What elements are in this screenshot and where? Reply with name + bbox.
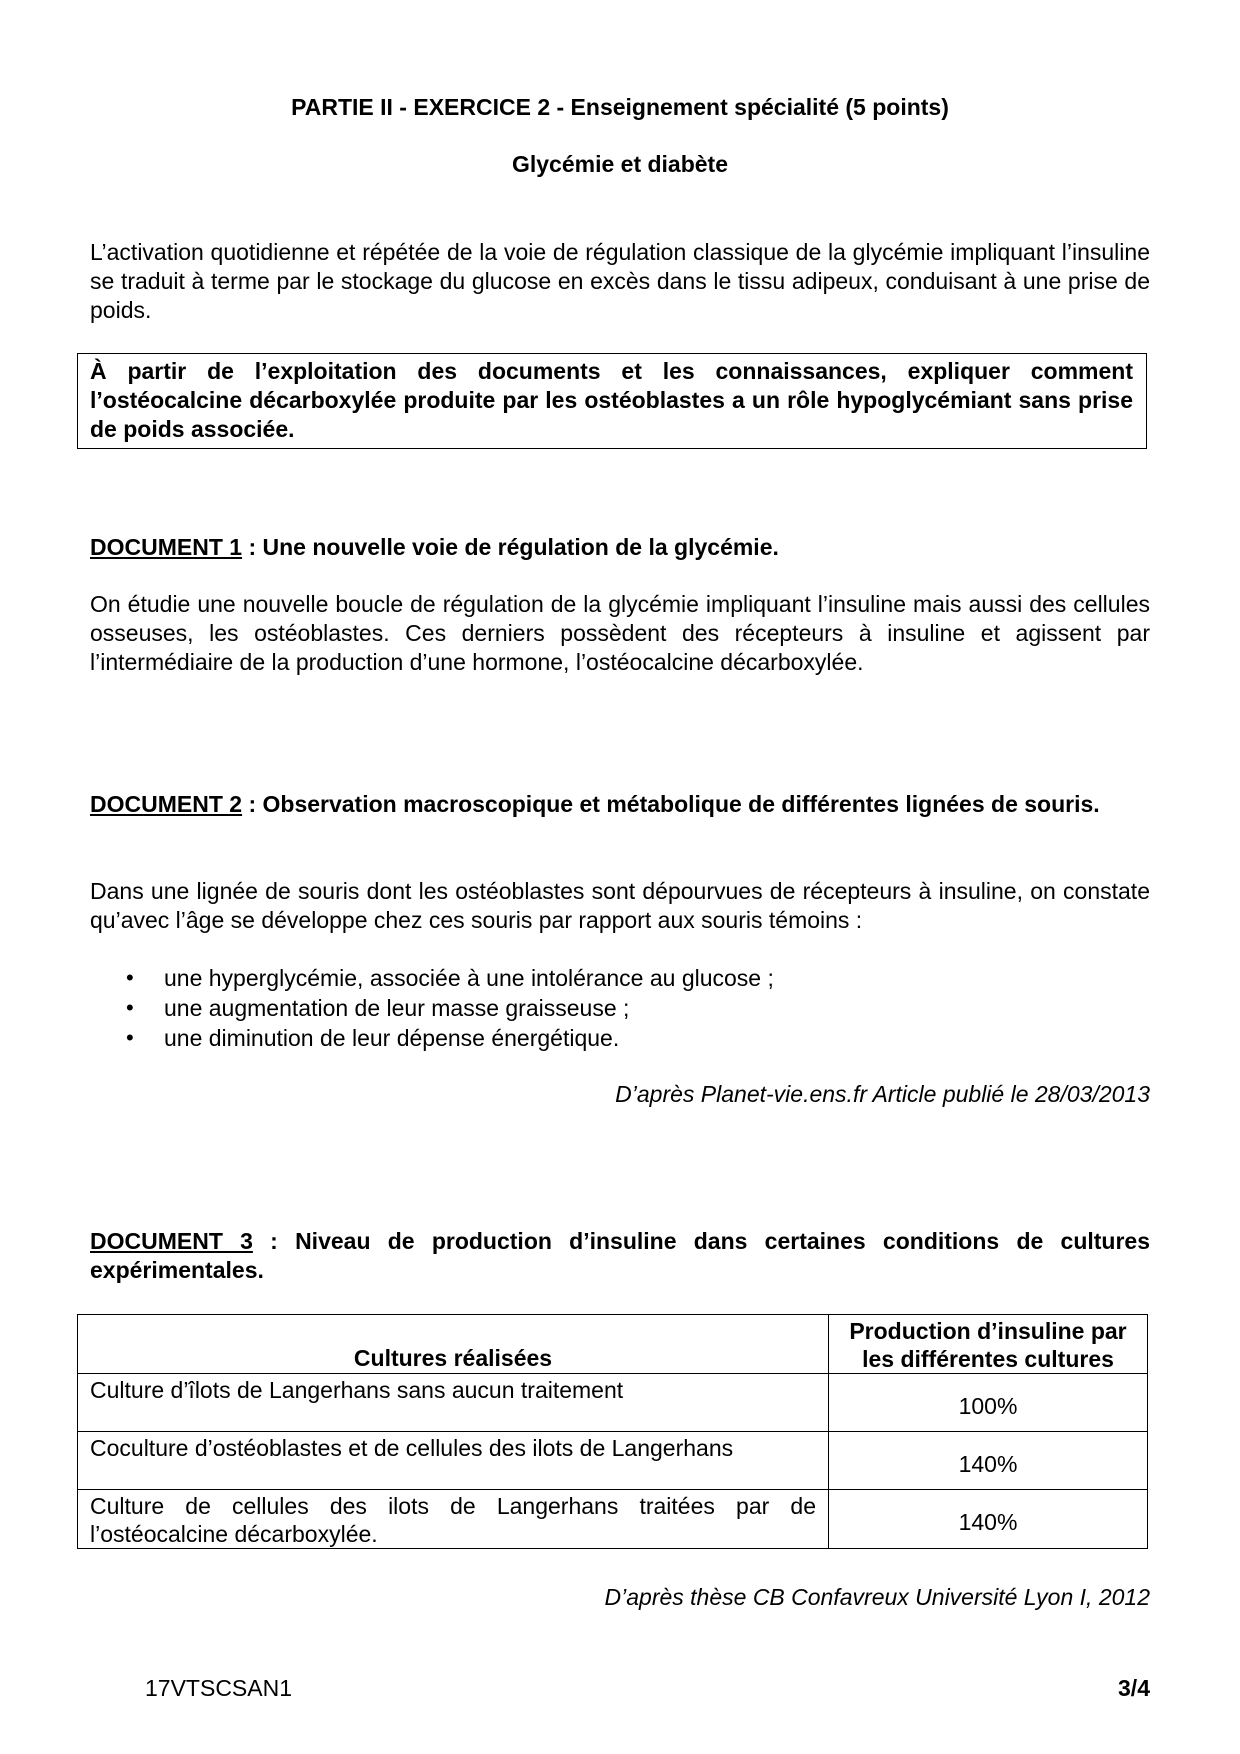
- document-2-bullet-list: [120, 963, 1020, 1053]
- table-cell-culture: Culture de cellules des ilots de Langerhans traitées par de l’ostéocalcine décarboxylée.: [78, 1490, 829, 1549]
- document-1-text: On étudie une nouvelle boucle de régulation de la glycémie impliquant l’insuline mais aussi des cellules osseuses, les ostéoblastes. Ces derniers possèdent des récepteurs à insuline et agissent par l’intermédiaire de la production d’une hormone, l’ostéocalcine décarboxylée.: [90, 591, 1150, 675]
- table-row: [78, 1374, 1148, 1432]
- culture-results-table: [77, 1314, 1148, 1549]
- bullet-item: • une hyperglycémie, associée à une intolérance au glucose ;: [120, 963, 1020, 993]
- bullet-item: • une augmentation de leur masse graisseuse ;: [120, 993, 1020, 1023]
- footer-exam-code: 17VTSCSAN1: [145, 1675, 293, 1701]
- document-2-text: Dans une lignée de souris dont les ostéoblastes sont dépourvues de récepteurs à insuline, on constate qu’avec l’âge se développe chez ces souris par rapport aux souris témoins :: [90, 878, 1150, 933]
- table-cell-production: 100%: [829, 1374, 1148, 1432]
- document-2-label: DOCUMENT 2: [90, 791, 243, 817]
- document-2-source: D’après Planet-vie.ens.fr Article publié le 28/03/2013: [615, 1081, 1150, 1107]
- table-cell-production: 140%: [829, 1432, 1148, 1490]
- table-header-row: [78, 1315, 1148, 1374]
- bullet-item: • une diminution de leur dépense énergétique.: [120, 1023, 1020, 1053]
- document-3-heading: [90, 1227, 1150, 1285]
- table-cell-culture: Coculture d’ostéoblastes et de cellules des ilots de Langerhans: [78, 1432, 829, 1490]
- document-3-source: D’après thèse CB Confavreux Université Lyon I, 2012: [604, 1584, 1150, 1610]
- document-2-title: : Observation macroscopique et métabolique de différentes lignées de souris.: [242, 791, 1100, 817]
- task-box: À partir de l’exploitation des documents et les connaissances, expliquer comment l’ostéocalcine décarboxylée produite par les ostéoblastes a un rôle hypoglycémiant sans prise de poids associée.: [77, 353, 1147, 449]
- exercise-title: PARTIE II - EXERCICE 2 - Enseignement spécialité (5 points): [291, 94, 949, 120]
- table-row: [78, 1490, 1148, 1549]
- document-1-label: DOCUMENT 1: [90, 534, 243, 560]
- document-1-title: : Une nouvelle voie de régulation de la glycémie.: [242, 534, 779, 560]
- table-row: [78, 1432, 1148, 1490]
- table-header-production: Production d’insuline par les différentes cultures: [829, 1315, 1148, 1374]
- table-cell-production: 140%: [829, 1490, 1148, 1549]
- intro-paragraph: L’activation quotidienne et répétée de la voie de régulation classique de la glycémie impliquant l’insuline se traduit à terme par le stockage du glucose en excès dans le tissu adipeux, conduisant à une prise de poids.: [90, 239, 1150, 323]
- document-1-heading: [90, 533, 1150, 562]
- table-header-cultures: Cultures réalisées: [78, 1315, 829, 1374]
- document-3-label: DOCUMENT 3: [90, 1228, 253, 1254]
- exercise-subtitle: Glycémie et diabète: [511, 151, 729, 177]
- footer-page-number: 3/4: [1118, 1675, 1150, 1701]
- table-cell-culture: Culture d’îlots de Langerhans sans aucun traitement: [78, 1374, 829, 1432]
- document-2-heading: [90, 790, 1150, 819]
- document-3-title: : Niveau de production d’insuline dans certaines conditions de cultures expérimentales.: [90, 1228, 1150, 1283]
